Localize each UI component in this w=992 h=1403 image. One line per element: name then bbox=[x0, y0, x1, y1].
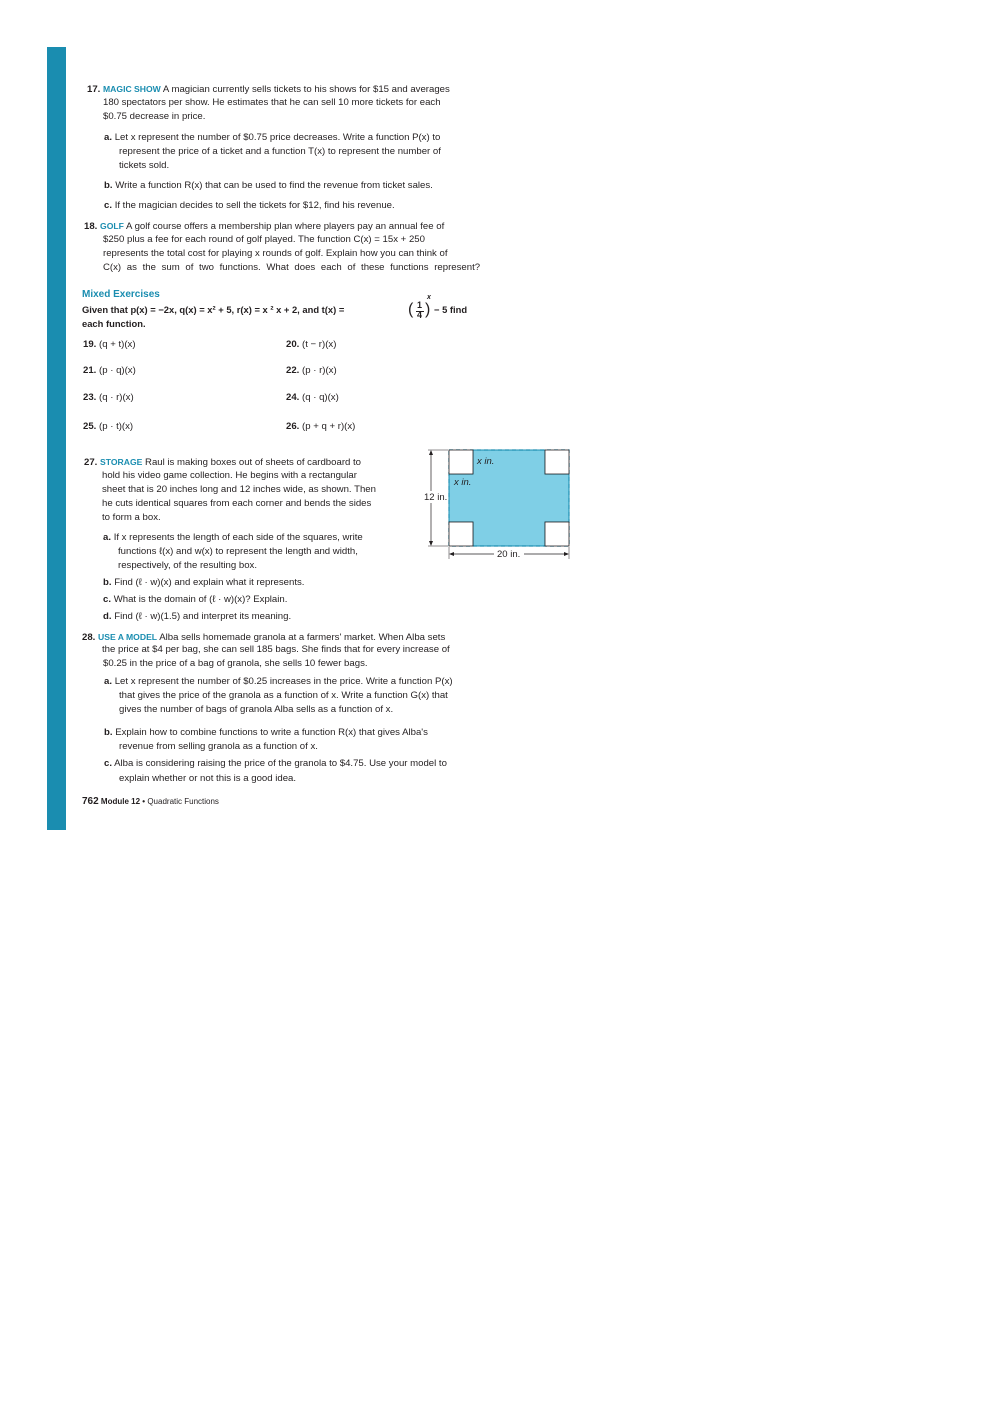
module-name: Module 12 bbox=[100, 797, 141, 806]
problem-text-line: $0.75 decrease in price. bbox=[103, 111, 206, 122]
part-label: d. bbox=[103, 611, 112, 622]
section-heading: Mixed Exercises bbox=[82, 289, 160, 300]
part-label: b. bbox=[103, 577, 112, 588]
exercise-expression: (p · r)(x) bbox=[302, 365, 337, 376]
part-text-line: Let x represent the number of $0.25 increases in the price. Write a function P(x) bbox=[114, 676, 453, 687]
part-text-line: functions ℓ(x) and w(x) to represent the length and width, bbox=[118, 546, 358, 557]
part-text-line: If the magician decides to sell the tickets for $12, find his revenue. bbox=[114, 200, 395, 211]
problem-number: 27. bbox=[84, 457, 98, 468]
part-text-line: explain whether or not this is a good idea. bbox=[119, 773, 297, 784]
exercise-item bbox=[83, 391, 134, 405]
given-functions-line: Given that p(x) = −2x, q(x) = x² + 5, r(x) = x ² x + 2, and t(x) = bbox=[82, 304, 345, 315]
problem-18-intro bbox=[84, 219, 444, 234]
exercise-item bbox=[286, 391, 339, 405]
part-c bbox=[104, 199, 395, 213]
exercise-item bbox=[286, 364, 337, 378]
arrow-head bbox=[449, 552, 454, 556]
exercise-number: 23. bbox=[83, 392, 97, 403]
given-functions-line-2: each function. bbox=[82, 318, 146, 329]
exercise-item bbox=[83, 338, 136, 352]
part-text-line: gives the number of bags of granola Alba sells as a function of x. bbox=[119, 704, 394, 715]
part-label: a. bbox=[104, 132, 113, 143]
exercise-number: 22. bbox=[286, 365, 300, 376]
part-text-line: Write a function R(x) that can be used to find the revenue from ticket sales. bbox=[115, 180, 433, 191]
problem-text-line: A magician currently sells tickets to his shows for $15 and averages bbox=[162, 84, 450, 95]
exercise-expression: (p · t)(x) bbox=[99, 421, 134, 432]
problem-text-line: hold his video game collection. He begins with a rectangular bbox=[102, 470, 357, 481]
exercise-expression: (q · r)(x) bbox=[99, 392, 134, 403]
part-d bbox=[103, 610, 291, 624]
part-b bbox=[103, 576, 304, 590]
part-text-line: respectively, of the resulting box. bbox=[118, 560, 258, 571]
part-c bbox=[104, 757, 447, 771]
part-a bbox=[104, 675, 453, 689]
exercise-expression: (q · q)(x) bbox=[302, 392, 339, 403]
exercise-item bbox=[83, 364, 136, 378]
part-b bbox=[104, 179, 433, 193]
problem-text-line: represents the total cost for playing x rounds of golf. Explain how you can think of bbox=[103, 248, 448, 259]
part-label: a. bbox=[103, 532, 112, 543]
fraction-one-fourth bbox=[408, 300, 432, 322]
part-text-line: Find (ℓ · w)(1.5) and interpret its meaning. bbox=[114, 611, 292, 622]
fraction-numerator: 1 bbox=[417, 300, 423, 310]
exercise-number: 19. bbox=[83, 339, 97, 350]
part-a bbox=[103, 531, 363, 545]
width-label: 20 in. bbox=[497, 549, 521, 560]
fraction-denominator: 4 bbox=[417, 310, 423, 320]
problem-text-line: the price at $4 per bag, she can sell 185 bags. She finds that for every increase of bbox=[102, 644, 450, 655]
part-label: b. bbox=[104, 180, 113, 191]
exercise-number: 25. bbox=[83, 421, 97, 432]
part-text-line: revenue from selling granola as a function of x. bbox=[119, 741, 318, 752]
part-text-line: What is the domain of (ℓ · w)(x)? Explain. bbox=[113, 594, 288, 605]
part-text-line: Let x represent the number of $0.75 price decreases. Write a function P(x) to bbox=[114, 132, 441, 143]
problem-label: MAGIC SHOW bbox=[103, 84, 161, 94]
problem-label: STORAGE bbox=[100, 457, 143, 467]
part-text-line: that gives the price of the granola as a function of x. Write a function G(x) that bbox=[119, 690, 448, 701]
problem-17-intro bbox=[87, 82, 450, 97]
exercise-item bbox=[83, 420, 133, 434]
part-text-line: If x represents the length of each side of the squares, write bbox=[113, 532, 363, 543]
problem-number: 28. bbox=[82, 632, 96, 643]
part-text-line: Alba is considering raising the price of the granola to $4.75. Use your model to bbox=[114, 758, 447, 769]
corner-square bbox=[449, 522, 473, 546]
exercise-number: 21. bbox=[83, 365, 97, 376]
part-label: a. bbox=[104, 676, 113, 687]
exercise-expression: (q + t)(x) bbox=[99, 339, 136, 350]
problem-27-intro bbox=[84, 455, 361, 470]
square-side-label-side: x in. bbox=[454, 477, 472, 488]
corner-square bbox=[545, 450, 569, 474]
fraction-exponent: x bbox=[427, 294, 431, 301]
given-functions-tail: − 5 find bbox=[434, 304, 468, 315]
exercise-number: 24. bbox=[286, 392, 300, 403]
part-label: b. bbox=[104, 727, 113, 738]
problem-label: USE A MODEL bbox=[98, 632, 158, 642]
problem-text-line: $250 plus a fee for each round of golf played. The function C(x) = 15x + 250 bbox=[103, 234, 425, 245]
problem-text-line: to form a box. bbox=[102, 512, 161, 523]
exercise-number: 20. bbox=[286, 339, 300, 350]
problem-text-line: he cuts identical squares from each corner and bends the sides bbox=[102, 498, 372, 509]
exercise-expression: (p + q + r)(x) bbox=[302, 421, 356, 432]
exercise-expression: (t − r)(x) bbox=[302, 339, 337, 350]
page-footer bbox=[82, 795, 219, 809]
arrow-head bbox=[564, 552, 569, 556]
part-text-line: represent the price of a ticket and a function T(x) to represent the number of bbox=[119, 146, 441, 157]
footer-bullet: • bbox=[142, 797, 146, 806]
problem-label: GOLF bbox=[100, 221, 124, 231]
exercise-expression: (p · q)(x) bbox=[99, 365, 136, 376]
page-number: 762 bbox=[82, 796, 99, 807]
right-paren: ) bbox=[425, 301, 431, 318]
problem-text-line: $0.25 in the price of a bag of granola, she sells 10 fewer bags. bbox=[103, 658, 368, 669]
height-label: 12 in. bbox=[424, 492, 448, 503]
square-side-label-top: x in. bbox=[477, 456, 495, 467]
problem-text-line: 180 spectators per show. He estimates that he can sell 10 more tickets for each bbox=[103, 97, 441, 108]
exercise-item bbox=[286, 420, 355, 434]
problem-number: 18. bbox=[84, 221, 98, 232]
problem-text-line: Raul is making boxes out of sheets of cardboard to bbox=[145, 457, 362, 468]
part-c bbox=[103, 593, 287, 607]
arrow-head bbox=[429, 541, 433, 546]
part-b bbox=[104, 726, 428, 740]
part-text-line: tickets sold. bbox=[119, 160, 170, 171]
problem-text-line: C(x) as the sum of two functions. What does each of these functions represent? bbox=[103, 262, 481, 273]
module-title: Quadratic Functions bbox=[147, 797, 219, 806]
part-text-line: Find (ℓ · w)(x) and explain what it represents. bbox=[114, 577, 305, 588]
problem-text-line: A golf course offers a membership plan where players pay an annual fee of bbox=[126, 221, 445, 232]
part-label: c. bbox=[104, 758, 113, 769]
problem-text-line: Alba sells homemade granola at a farmers' market. When Alba sets bbox=[159, 632, 446, 643]
part-label: c. bbox=[103, 594, 112, 605]
left-paren: ( bbox=[408, 301, 414, 318]
problem-text-line: sheet that is 20 inches long and 12 inches wide, as shown. Then bbox=[102, 484, 376, 495]
corner-square bbox=[545, 522, 569, 546]
problem-number: 17. bbox=[87, 84, 101, 95]
page-side-bar bbox=[47, 47, 66, 830]
cardboard-figure bbox=[420, 443, 580, 565]
corner-square bbox=[449, 450, 473, 474]
part-text-line: Explain how to combine functions to write a function R(x) that gives Alba's bbox=[115, 727, 428, 738]
part-a bbox=[104, 131, 440, 145]
arrow-head bbox=[429, 450, 433, 455]
part-label: c. bbox=[104, 200, 113, 211]
exercise-item bbox=[286, 338, 336, 352]
exercise-number: 26. bbox=[286, 421, 300, 432]
